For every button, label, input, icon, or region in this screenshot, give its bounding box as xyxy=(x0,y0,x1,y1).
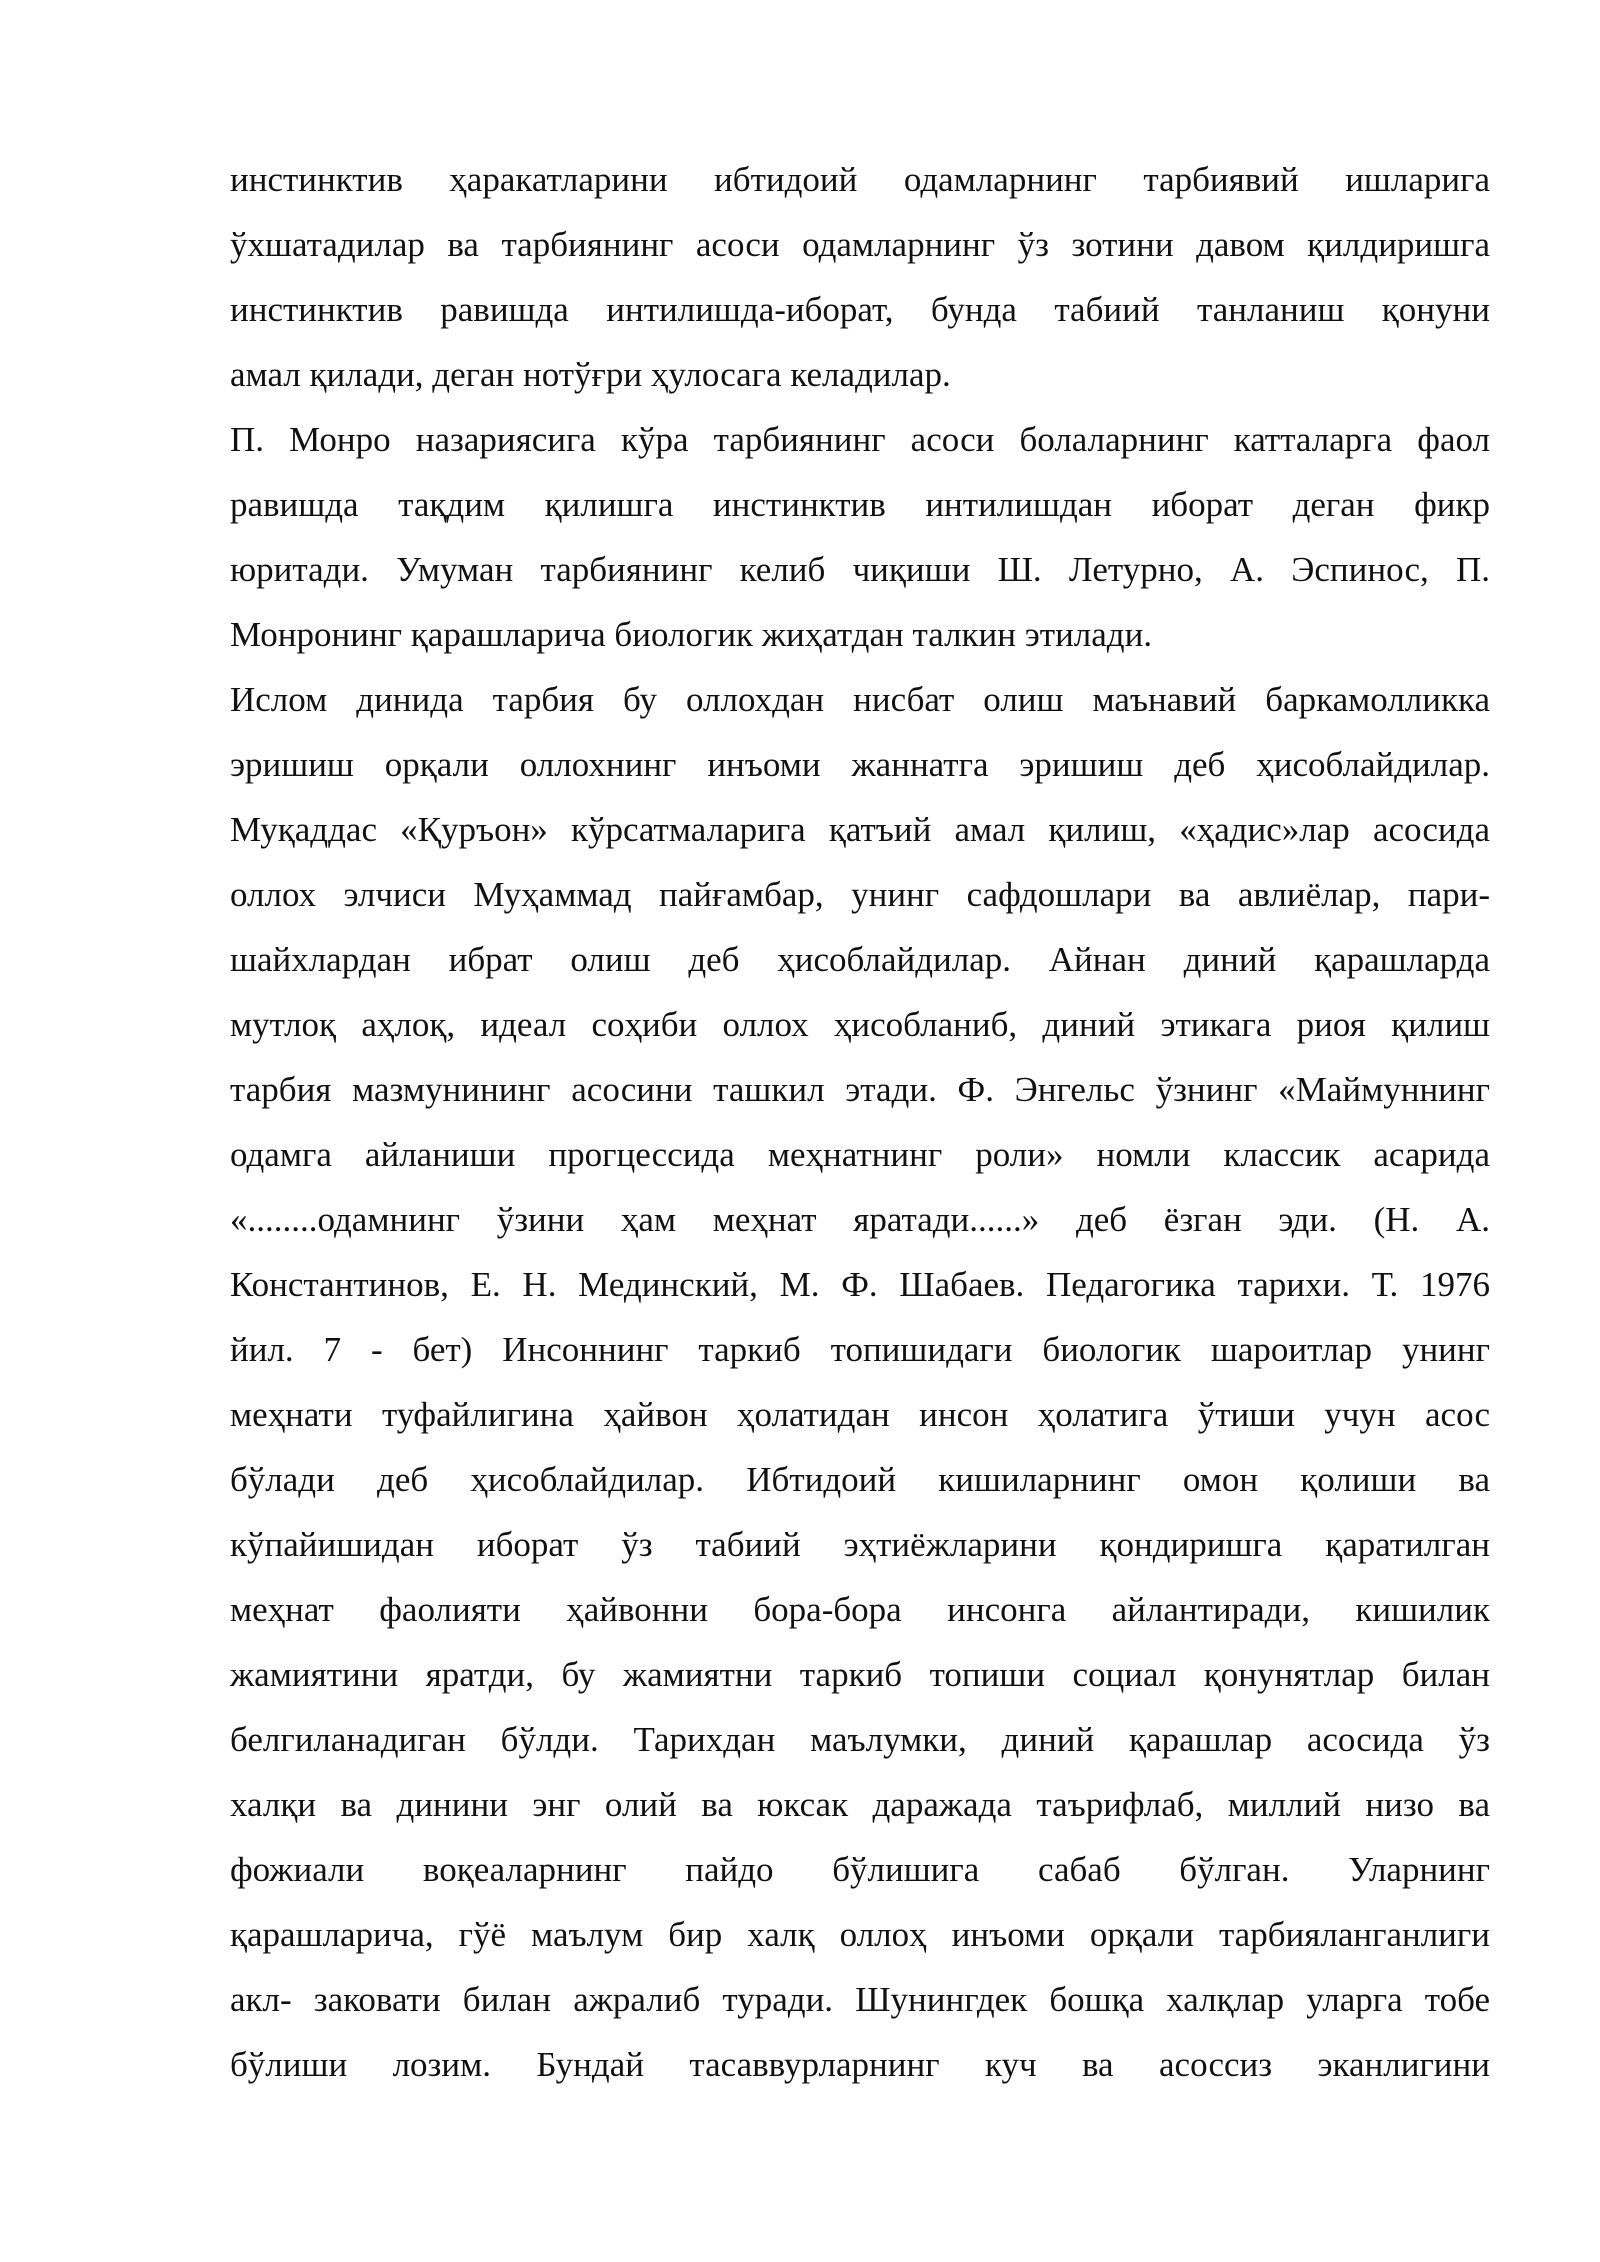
text-line: Константинов, Е. Н. Мединский, М. Ф. Шабаев. Педагогика тарихи. Т. 1976 xyxy=(230,1265,1490,1304)
text-line: мутлоқ аҳлоқ, идеал соҳиби оллох ҳисобланиб, диний этикага риоя қилиш xyxy=(230,1005,1490,1044)
text-line: бўлади деб ҳисоблайдилар. Ибтидоий кишиларнинг омон қолиши ва xyxy=(230,1460,1490,1499)
text-line: инстинктив ҳаракатларини ибтидоий одамларнинг тарбиявий ишларига xyxy=(230,160,1490,199)
text-line: бўлиши лозим. Бундай тасаввурларнинг куч ва асоссиз эканлигини xyxy=(230,2045,1490,2084)
text-line: П. Монро назариясига кўра тарбиянинг асоси болаларнинг катталарга фаол xyxy=(230,420,1490,459)
text-line: равишда тақдим қилишга инстинктив интилишдан иборат деган фикр xyxy=(230,485,1490,524)
text-line: ўхшатадилар ва тарбиянинг асоси одамларнинг ўз зотини давом қилдиришга xyxy=(230,225,1490,264)
text-line: меҳнат фаолияти ҳайвонни бора-бора инсонга айлантиради, кишилик xyxy=(230,1590,1490,1629)
text-line: эришиш орқали оллохнинг инъоми жаннатга эришиш деб ҳисоблайдилар. xyxy=(230,745,1490,784)
text-line: оллох элчиси Муҳаммад пайғамбар, унинг сафдошлари ва авлиёлар, пари- xyxy=(230,875,1490,914)
text-line: жамиятини яратди, бу жамиятни таркиб топиши социал қонунятлар билан xyxy=(230,1655,1490,1694)
text-line: фожиали воқеаларнинг пайдо бўлишига сабаб бўлган. Уларнинг xyxy=(230,1850,1490,1889)
text-line: Ислом динида тарбия бу оллохдан нисбат олиш маънавий баркамолликка xyxy=(230,680,1490,719)
text-line: амал қилади, деган нотўғри ҳулосага келадилар. xyxy=(230,355,951,394)
text-line: белгиланадиган бўлди. Тарихдан маълумки, диний қарашлар асосида ўз xyxy=(230,1720,1490,1759)
text-line: меҳнати туфайлигина ҳайвон ҳолатидан инсон ҳолатига ўтиши учун асос xyxy=(230,1395,1490,1434)
text-line: тарбия мазмунининг асосини ташкил этади. Ф. Энгельс ўзнинг «Маймуннинг xyxy=(230,1070,1490,1109)
text-line: халқи ва динини энг олий ва юксак даражада таърифлаб, миллий низо ва xyxy=(230,1785,1490,1824)
text-line: акл- заковати билан ажралиб туради. Шунингдек бошқа халқлар уларга тобе xyxy=(230,1980,1490,2019)
text-line: юритади. Умуман тарбиянинг келиб чиқиши Ш. Летурно, А. Эспинос, П. xyxy=(230,550,1490,589)
text-line: кўпайишидан иборат ўз табиий эҳтиёжларини қондиришга қаратилган xyxy=(230,1525,1490,1564)
text-line: Монронинг қарашларича биологик жиҳатдан талкин этилади. xyxy=(230,615,1153,654)
text-line: «........одамнинг ўзини ҳам меҳнат яратади......» деб ёзган эди. (Н. А. xyxy=(230,1200,1490,1239)
text-line: инстинктив равишда интилишда-иборат, бунда табиий танланиш қонуни xyxy=(230,290,1490,329)
text-line: одамга айланиши прогцессида меҳнатнинг роли» номли классик асарида xyxy=(230,1135,1490,1174)
text-line: қарашларича, гўё маълум бир халқ оллоҳ инъоми орқали тарбияланганлиги xyxy=(230,1915,1490,1954)
text-line: Муқаддас «Қуръон» кўрсатмаларига қатъий амал қилиш, «ҳадис»лар асосида xyxy=(230,810,1490,849)
text-line: йил. 7 - бет) Инсоннинг таркиб топишидаги биологик шароитлар унинг xyxy=(230,1330,1490,1369)
text-line: шайхлардан ибрат олиш деб ҳисоблайдилар. Айнан диний қарашларда xyxy=(230,940,1490,979)
